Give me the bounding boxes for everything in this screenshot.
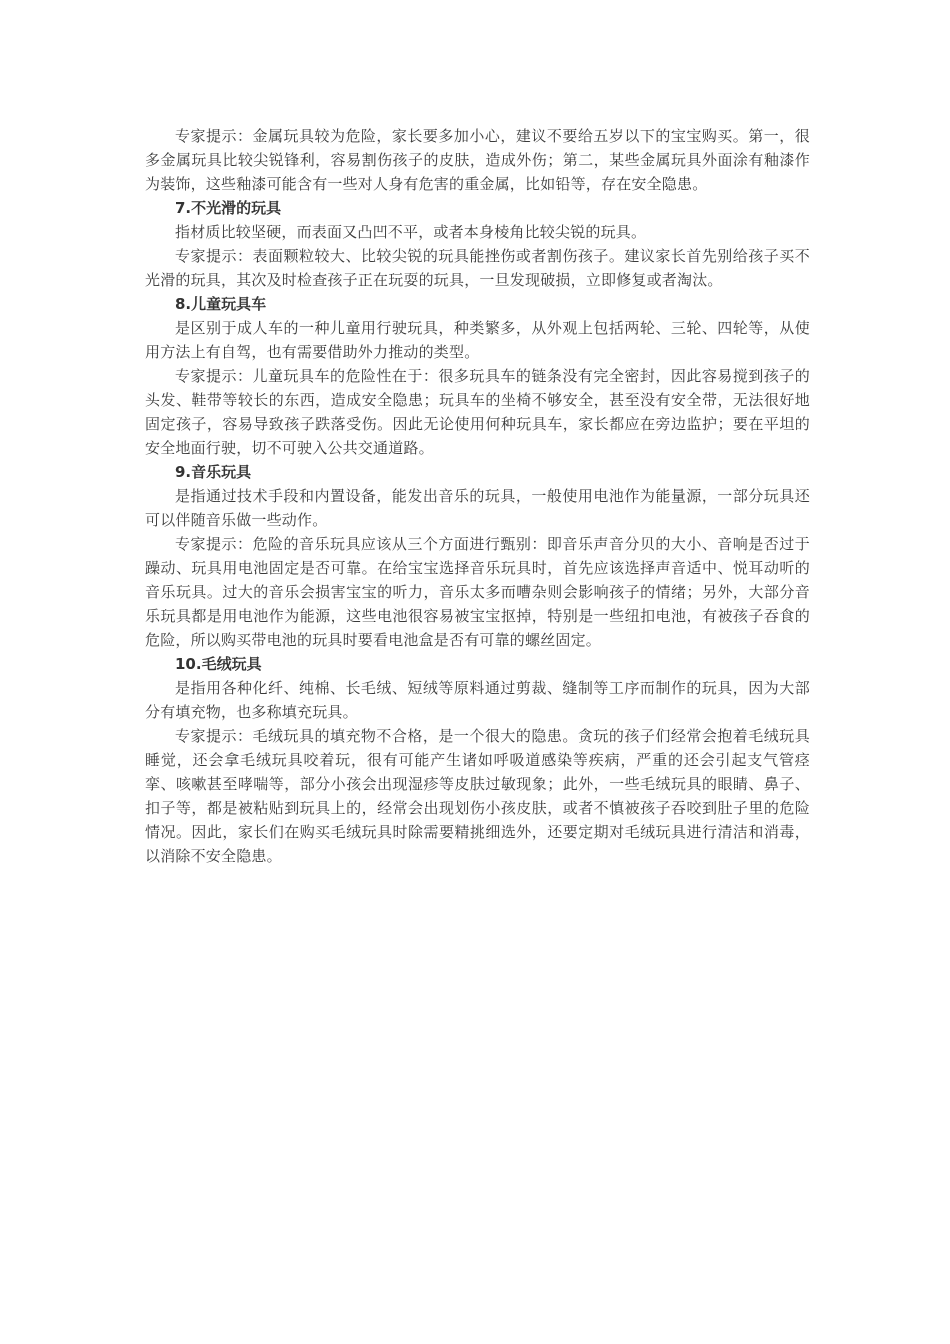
paragraph-music-toys-definition: 是指通过技术手段和内置设备，能发出音乐的玩具，一般使用电池作为能量源，一部分玩具还可以伴随音乐做一些动作。 — [145, 487, 810, 529]
paragraph-rough-toys-tip: 专家提示：表面颗粒较大、比较尖锐的玩具能挫伤或者割伤孩子。建议家长首先别给孩子买不光滑的玩具，其次及时检查孩子正在玩耍的玩具，一旦发现破损，立即修复或者淘汰。 — [145, 247, 810, 289]
heading-rough-toys: 7.不光滑的玩具 — [175, 199, 282, 217]
paragraph-plush-toys-definition: 是指用各种化纤、纯棉、长毛绒、短绒等原料通过剪裁、缝制等工序而制作的玩具，因为大部分有填充物，也多称填充玩具。 — [145, 679, 810, 721]
heading-music-toys: 9.音乐玩具 — [175, 463, 252, 481]
paragraph-music-toys-tip: 专家提示：危险的音乐玩具应该从三个方面进行甄别：即音乐声音分贝的大小、音响是否过于躁动、玩具用电池固定是否可靠。在给宝宝选择音乐玩具时，首先应该选择声音适中、悦耳动听的音乐玩具。过大的音乐会损害宝宝的听力，音乐太多而嘈杂则会影响孩子的情绪；另外，大部分音乐玩具都是用电池作为能源，这些电池很容易被宝宝抠掉，特别是一些纽扣电池，有被孩子吞食的危险，所以购买带电池的玩具时要看电池盒是否有可靠的螺丝固定。 — [145, 535, 810, 649]
paragraph-rough-toys-definition: 指材质比较坚硬，而表面又凸凹不平，或者本身棱角比较尖锐的玩具。 — [175, 223, 647, 241]
paragraph-plush-toys-tip: 专家提示：毛绒玩具的填充物不合格，是一个很大的隐患。贪玩的孩子们经常会抱着毛绒玩具睡觉，还会拿毛绒玩具咬着玩，很有可能产生诸如呼吸道感染等疾病，严重的还会引起支气管痉挛、咳嗽甚至哮喘等，部分小孩会出现湿疹等皮肤过敏现象；此外，一些毛绒玩具的眼睛、鼻子、扣子等，都是被粘贴到玩具上的，经常会出现划伤小孩皮肤，或者不慎被孩子吞咬到肚子里的危险情况。因此，家长们在购买毛绒玩具时除需要精挑细选外，还要定期对毛绒玩具进行清洁和消毒，以消除不安全隐患。 — [145, 727, 810, 865]
heading-toy-car: 8.儿童玩具车 — [175, 295, 267, 313]
paragraph-toy-car-definition: 是区别于成人车的一种儿童用行驶玩具，种类繁多，从外观上包括两轮、三轮、四轮等，从使用方法上有自驾，也有需要借助外力推动的类型。 — [145, 319, 810, 361]
document-page — [145, 124, 810, 868]
heading-plush-toys: 10.毛绒玩具 — [175, 655, 262, 673]
paragraph-toy-car-tip: 专家提示：儿童玩具车的危险性在于：很多玩具车的链条没有完全密封，因此容易搅到孩子的头发、鞋带等较长的东西，造成安全隐患；玩具车的坐椅不够安全，甚至没有安全带，无法很好地固定孩子，容易导致孩子跌落受伤。因此无论使用何种玩具车，家长都应在旁边监护；要在平坦的安全地面行驶，切不可驶入公共交通道路。 — [145, 367, 810, 457]
paragraph-metal-toys-tip: 专家提示：金属玩具较为危险，家长要多加小心，建议不要给五岁以下的宝宝购买。第一，很多金属玩具比较尖锐锋利，容易割伤孩子的皮肤，造成外伤；第二，某些金属玩具外面涂有釉漆作为装饰，这些釉漆可能含有一些对人身有危害的重金属，比如铅等，存在安全隐患。 — [145, 127, 810, 193]
